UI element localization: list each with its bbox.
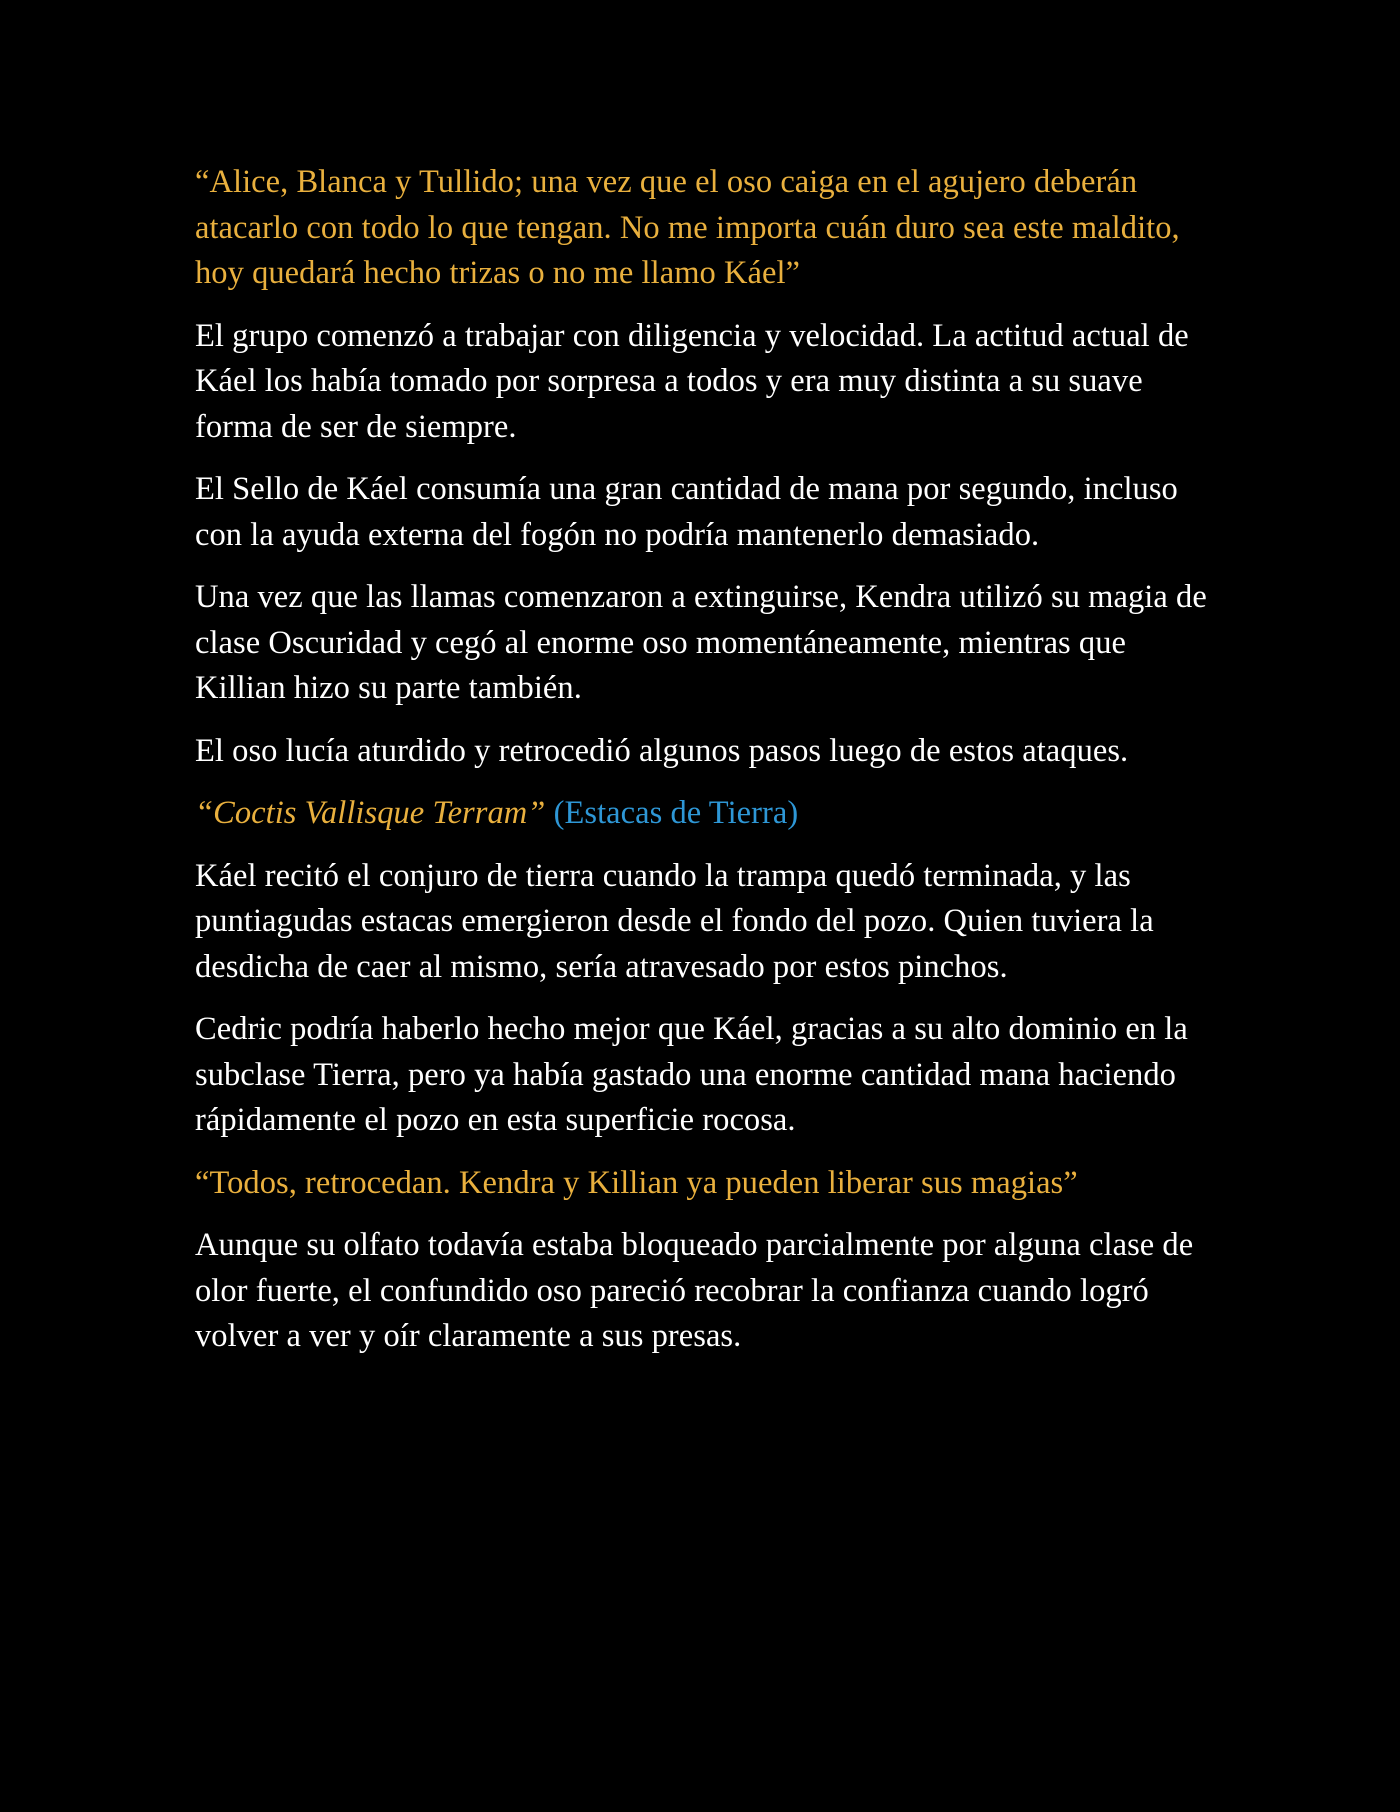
spell-translation: (Estacas de Tierra)	[553, 795, 799, 831]
dialogue-paragraph-kael-orders: “Alice, Blanca y Tullido; una vez que el oso caiga en el agujero deberán atacarlo con todo lo que tengan. No me importa cuán duro sea este maldito, hoy quedará hecho trizas o no me llamo Káel”	[195, 164, 1180, 291]
page-body	[195, 160, 1215, 1377]
spell-incantation-line	[195, 791, 1215, 837]
narration-paragraph: Una vez que las llamas comenzaron a extinguirse, Kendra utilizó su magia de clase Oscuridad y cegó al enorme oso momentáneamente, mientras que Killian hizo su parte también.	[195, 579, 1207, 706]
narration-paragraph: Cedric podría haberlo hecho mejor que Káel, gracias a su alto dominio en la subclase Tierra, pero ya había gastado una enorme cantidad mana haciendo rápidamente el pozo en esta superficie rocosa.	[195, 1011, 1188, 1138]
narration-paragraph: Aunque su olfato todavía estaba bloqueado parcialmente por alguna clase de olor fuerte, el confundido oso pareció recobrar la confianza cuando logró volver a ver y oír claramente a sus presas.	[195, 1227, 1194, 1354]
narration-paragraph: El Sello de Káel consumía una gran cantidad de mana por segundo, incluso con la ayuda externa del fogón no podría mantenerlo demasiado.	[195, 471, 1178, 553]
dialogue-paragraph-retreat: “Todos, retrocedan. Kendra y Killian ya pueden liberar sus magias”	[195, 1164, 1078, 1201]
narration-paragraph: Káel recitó el conjuro de tierra cuando la trampa quedó terminada, y las puntiagudas estacas emergieron desde el fondo del pozo. Quien tuviera la desdicha de caer al mismo, sería atravesado por estos pinchos.	[195, 857, 1154, 985]
narration-paragraph: El grupo comenzó a trabajar con diligencia y velocidad. La actitud actual de Káel los había tomado por sorpresa a todos y era muy distinta a su suave forma de ser de siempre.	[195, 317, 1189, 445]
spell-name: “Coctis Vallisque Terram”	[195, 795, 546, 831]
narration-paragraph: El oso lucía aturdido y retrocedió algunos pasos luego de estos ataques.	[195, 732, 1129, 769]
